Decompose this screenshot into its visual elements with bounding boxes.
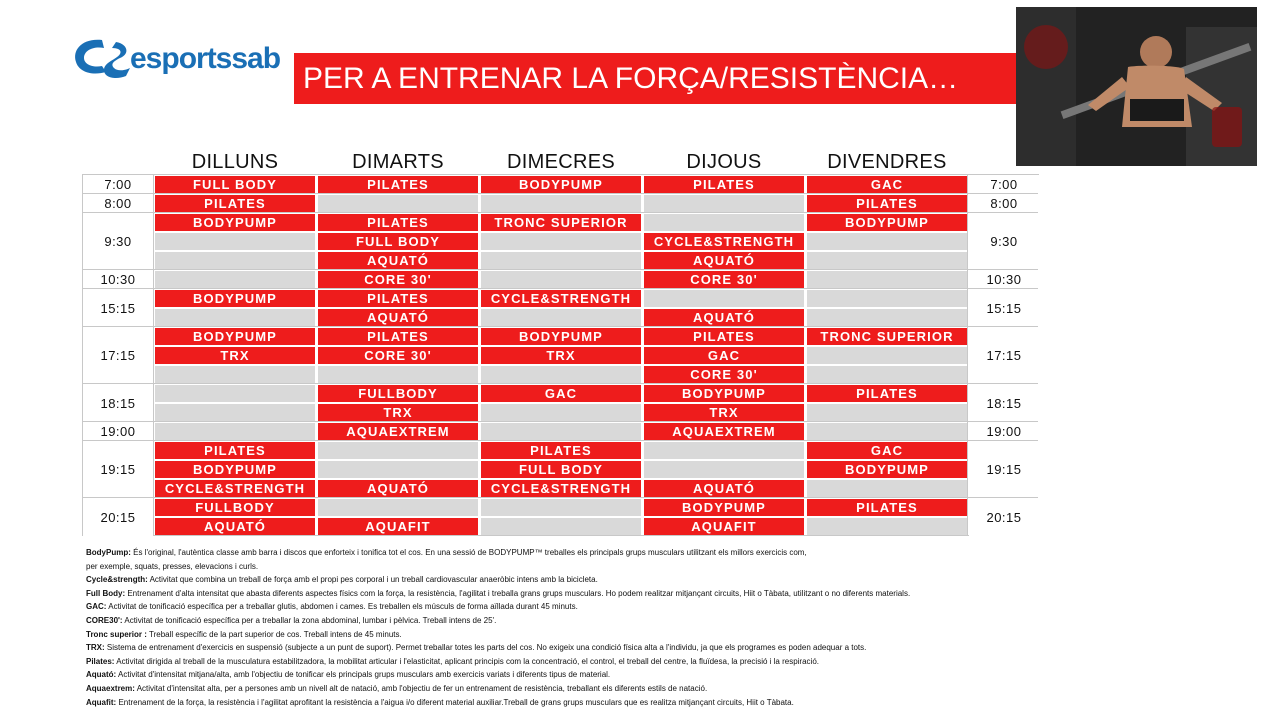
activity-text: Activitat d'intensitat mitjana/alta, amb l'objectiu de tonificar els principals grups musculars amb exercicis variats i diferents tipus de material.	[116, 670, 611, 680]
empty-cell-thursday	[644, 290, 804, 307]
class-cell-thursday: TRX	[644, 404, 804, 421]
empty-cell-wednesday	[481, 518, 641, 535]
class-cell-tuesday: AQUAEXTREM	[318, 423, 478, 440]
class-cell-tuesday: AQUATÓ	[318, 480, 478, 497]
class-cell-monday: AQUATÓ	[155, 518, 315, 535]
activity-term: BodyPump:	[86, 548, 131, 557]
activity-description	[86, 614, 1140, 628]
time-label-right: 20:15	[969, 498, 1039, 536]
empty-cell-monday	[155, 252, 315, 269]
class-cell-friday: BODYPUMP	[807, 461, 967, 478]
class-cell-tuesday: PILATES	[318, 328, 478, 345]
class-cell-monday: TRX	[155, 347, 315, 364]
class-cell-wednesday: PILATES	[481, 442, 641, 459]
class-cell-monday: BODYPUMP	[155, 290, 315, 307]
activity-description	[86, 668, 1140, 682]
activity-text: Activitat de tonificació específica per a treballar la zona abdominal, lumbar i pèlvica. Treball intens de 25'.	[122, 615, 497, 625]
time-group-divider	[83, 269, 1038, 270]
class-cell-thursday: AQUAFIT	[644, 518, 804, 535]
activity-description	[86, 600, 1140, 614]
time-label-right: 9:30	[969, 213, 1039, 270]
class-cell-monday: BODYPUMP	[155, 328, 315, 345]
empty-cell-tuesday	[318, 366, 478, 383]
class-cell-thursday: PILATES	[644, 328, 804, 345]
empty-cell-wednesday	[481, 404, 641, 421]
empty-cell-tuesday	[318, 461, 478, 478]
class-cell-wednesday: BODYPUMP	[481, 328, 641, 345]
class-cell-tuesday: PILATES	[318, 214, 478, 231]
class-cell-friday: GAC	[807, 442, 967, 459]
activity-description	[86, 587, 1140, 601]
day-header-wednesday: DIMECRES	[507, 151, 615, 173]
class-cell-thursday: CORE 30'	[644, 271, 804, 288]
activity-description	[86, 560, 1140, 574]
activity-descriptions	[86, 546, 1140, 709]
time-label-left: 9:30	[83, 213, 153, 270]
empty-cell-wednesday	[481, 423, 641, 440]
time-label-right: 7:00	[969, 175, 1039, 194]
empty-cell-friday	[807, 309, 967, 326]
empty-cell-wednesday	[481, 252, 641, 269]
class-cell-wednesday: TRX	[481, 347, 641, 364]
activity-term: Tronc superior :	[86, 629, 147, 639]
empty-cell-thursday	[644, 461, 804, 478]
woman-lifting-barbell-photo	[1016, 7, 1257, 166]
time-label-right: 19:15	[969, 441, 1039, 498]
activity-description	[86, 682, 1140, 696]
brand-name: esportssab	[130, 42, 281, 75]
time-group-divider	[83, 212, 1038, 213]
class-cell-thursday: CORE 30'	[644, 366, 804, 383]
empty-cell-friday	[807, 518, 967, 535]
activity-term: Full Body:	[86, 588, 126, 598]
empty-cell-wednesday	[481, 309, 641, 326]
class-cell-tuesday: FULL BODY	[318, 233, 478, 250]
time-group-divider	[83, 383, 1038, 384]
empty-cell-wednesday	[481, 366, 641, 383]
class-cell-wednesday: CYCLE&STRENGTH	[481, 290, 641, 307]
class-cell-friday: GAC	[807, 176, 967, 193]
activity-text: Sistema de entrenament d'exercicis en suspensió (subjecte a un punt de suport). Permet treballar totes les parts del cos. No exigeix una condició física alta a l'individu, ja que els programes es poden adequar a tots.	[104, 643, 867, 653]
day-header-tuesday: DIMARTS	[352, 151, 444, 173]
class-cell-tuesday: CORE 30'	[318, 271, 478, 288]
class-cell-wednesday: TRONC SUPERIOR	[481, 214, 641, 231]
time-group-divider	[83, 497, 1038, 498]
activity-term: GAC:	[86, 602, 107, 612]
activity-description	[86, 696, 1140, 710]
class-cell-friday: BODYPUMP	[807, 214, 967, 231]
empty-cell-tuesday	[318, 499, 478, 516]
empty-cell-monday	[155, 271, 315, 288]
day-header-monday: DILLUNS	[191, 151, 279, 173]
class-cell-monday: CYCLE&STRENGTH	[155, 480, 315, 497]
activity-term: TRX:	[86, 643, 105, 653]
class-cell-friday: PILATES	[807, 385, 967, 402]
empty-cell-monday	[155, 404, 315, 421]
time-label-right: 19:00	[969, 422, 1039, 441]
class-cell-thursday: GAC	[644, 347, 804, 364]
empty-cell-friday	[807, 423, 967, 440]
time-column-divider	[153, 175, 154, 535]
activity-description	[86, 546, 1140, 560]
class-cell-tuesday: FULLBODY	[318, 385, 478, 402]
esportssab-logo-mark-icon	[72, 36, 132, 82]
empty-cell-monday	[155, 233, 315, 250]
time-group-divider	[83, 326, 1038, 327]
schedule-table	[82, 174, 1039, 536]
empty-cell-thursday	[644, 195, 804, 212]
class-cell-thursday: AQUAEXTREM	[644, 423, 804, 440]
empty-cell-monday	[155, 385, 315, 402]
activity-description	[86, 655, 1140, 669]
empty-cell-monday	[155, 366, 315, 383]
activity-text: És l'original, l'autèntica classe amb barra i discos que enforteix i tonifica tot el cos. En una sessió de BODYPUMP™ treballes els principals grups musculars utilitzant els millors exercicis com,	[130, 548, 807, 557]
empty-cell-friday	[807, 480, 967, 497]
class-cell-friday: PILATES	[807, 195, 967, 212]
empty-cell-tuesday	[318, 195, 478, 212]
time-label-right: 17:15	[969, 327, 1039, 384]
time-label-left: 10:30	[83, 270, 153, 289]
class-cell-monday: PILATES	[155, 195, 315, 212]
class-cell-monday: FULLBODY	[155, 499, 315, 516]
activity-description	[86, 641, 1140, 655]
activity-description	[86, 628, 1140, 642]
empty-cell-thursday	[644, 214, 804, 231]
empty-cell-friday	[807, 347, 967, 364]
activity-term: CORE30':	[86, 615, 123, 625]
time-group-divider	[83, 421, 1038, 422]
activity-description	[86, 573, 1140, 587]
activity-text: per exemple, squats, presses, elevacions i curls.	[86, 561, 259, 571]
activity-term: Cycle&strength:	[86, 575, 148, 585]
class-cell-thursday: AQUATÓ	[644, 309, 804, 326]
empty-cell-monday	[155, 309, 315, 326]
class-cell-thursday: AQUATÓ	[644, 252, 804, 269]
time-label-right: 18:15	[969, 384, 1039, 422]
empty-cell-friday	[807, 233, 967, 250]
class-cell-thursday: BODYPUMP	[644, 385, 804, 402]
time-group-divider	[83, 193, 1038, 194]
activity-term: Aquató:	[86, 670, 117, 680]
empty-cell-wednesday	[481, 233, 641, 250]
time-label-right: 8:00	[969, 194, 1039, 213]
class-cell-tuesday: AQUAFIT	[318, 518, 478, 535]
empty-cell-friday	[807, 271, 967, 288]
class-cell-monday: FULL BODY	[155, 176, 315, 193]
class-cell-monday: BODYPUMP	[155, 461, 315, 478]
time-group-divider	[83, 288, 1038, 289]
class-cell-monday: BODYPUMP	[155, 214, 315, 231]
activity-text: Activitat que combina un treball de força amb el propi pes corporal i un treball cardiovascular anaeròbic intens amb la bicicleta.	[147, 575, 598, 585]
time-label-left: 19:15	[83, 441, 153, 498]
empty-cell-thursday	[644, 442, 804, 459]
class-cell-wednesday: FULL BODY	[481, 461, 641, 478]
time-label-left: 8:00	[83, 194, 153, 213]
class-cell-tuesday: PILATES	[318, 176, 478, 193]
time-label-left: 18:15	[83, 384, 153, 422]
time-label-left: 19:00	[83, 422, 153, 441]
class-cell-tuesday: PILATES	[318, 290, 478, 307]
class-cell-friday: TRONC SUPERIOR	[807, 328, 967, 345]
empty-cell-monday	[155, 423, 315, 440]
empty-cell-friday	[807, 252, 967, 269]
class-cell-tuesday: AQUATÓ	[318, 309, 478, 326]
empty-cell-friday	[807, 404, 967, 421]
time-label-right: 10:30	[969, 270, 1039, 289]
time-label-left: 7:00	[83, 175, 153, 194]
page-title: PER A ENTRENAR LA FORÇA/RESISTÈNCIA…	[294, 53, 1016, 104]
day-header-friday: DIVENDRES	[827, 151, 947, 173]
time-label-left: 17:15	[83, 327, 153, 384]
empty-cell-wednesday	[481, 499, 641, 516]
activity-text: Entrenament d'alta intensitat que abasta diferents aspectes físics com la força, la resistència, l'agilitat i treballa grans grups musculars. Ho podem realitzar mitjançant circuits, Hiit o Tàbata, utilitzant o no diferents materials.	[125, 588, 911, 598]
activity-term: Aquafit:	[86, 697, 117, 707]
activity-text: Activitat de tonificació específica per a treballar glutis, abdomen i cames. Es treballen els músculs de forma aïllada durant 45 minuts.	[106, 602, 578, 612]
activity-text: Activitat dirigida al treball de la musculatura estabilitzadora, la mobilitat articular i l'elasticitat, aplicant principis com la concentració, el control, el treball del centre, la fluïdesa, la precisió i la respiració.	[114, 656, 819, 666]
empty-cell-wednesday	[481, 195, 641, 212]
empty-cell-wednesday	[481, 271, 641, 288]
esportssab-logo	[72, 36, 281, 84]
empty-cell-friday	[807, 290, 967, 307]
time-group-divider	[83, 440, 1038, 441]
class-cell-tuesday: CORE 30'	[318, 347, 478, 364]
class-cell-wednesday: BODYPUMP	[481, 176, 641, 193]
time-label-right: 15:15	[969, 289, 1039, 327]
class-cell-thursday: AQUATÓ	[644, 480, 804, 497]
class-cell-thursday: BODYPUMP	[644, 499, 804, 516]
time-label-left: 20:15	[83, 498, 153, 536]
time-column-divider	[967, 175, 968, 535]
class-cell-thursday: CYCLE&STRENGTH	[644, 233, 804, 250]
time-label-left: 15:15	[83, 289, 153, 327]
class-cell-wednesday: GAC	[481, 385, 641, 402]
activity-text: Treball específic de la part superior de cos. Treball intens de 45 minuts.	[146, 629, 402, 639]
activity-text: Entrenament de la força, la resistència i l'agilitat aprofitant la resistència a l'aigua i/o diferent material auxiliar.Treball de grans grups musculars que es realitza mitjançant circuits, Hiit o Tàbata.	[116, 697, 794, 707]
activity-text: Activitat d'intensitat alta, per a persones amb un nivell alt de natació, amb l'objectiu de fer un entrenament de resistència, treballant els diferents estils de natació.	[134, 683, 708, 693]
activity-term: Pilates:	[86, 656, 115, 666]
class-cell-monday: PILATES	[155, 442, 315, 459]
day-header-thursday: DIJOUS	[686, 151, 762, 173]
empty-cell-tuesday	[318, 442, 478, 459]
class-cell-thursday: PILATES	[644, 176, 804, 193]
activity-term: Aquaextrem:	[86, 683, 135, 693]
class-cell-friday: PILATES	[807, 499, 967, 516]
class-cell-tuesday: AQUATÓ	[318, 252, 478, 269]
class-cell-tuesday: TRX	[318, 404, 478, 421]
class-cell-wednesday: CYCLE&STRENGTH	[481, 480, 641, 497]
empty-cell-friday	[807, 366, 967, 383]
